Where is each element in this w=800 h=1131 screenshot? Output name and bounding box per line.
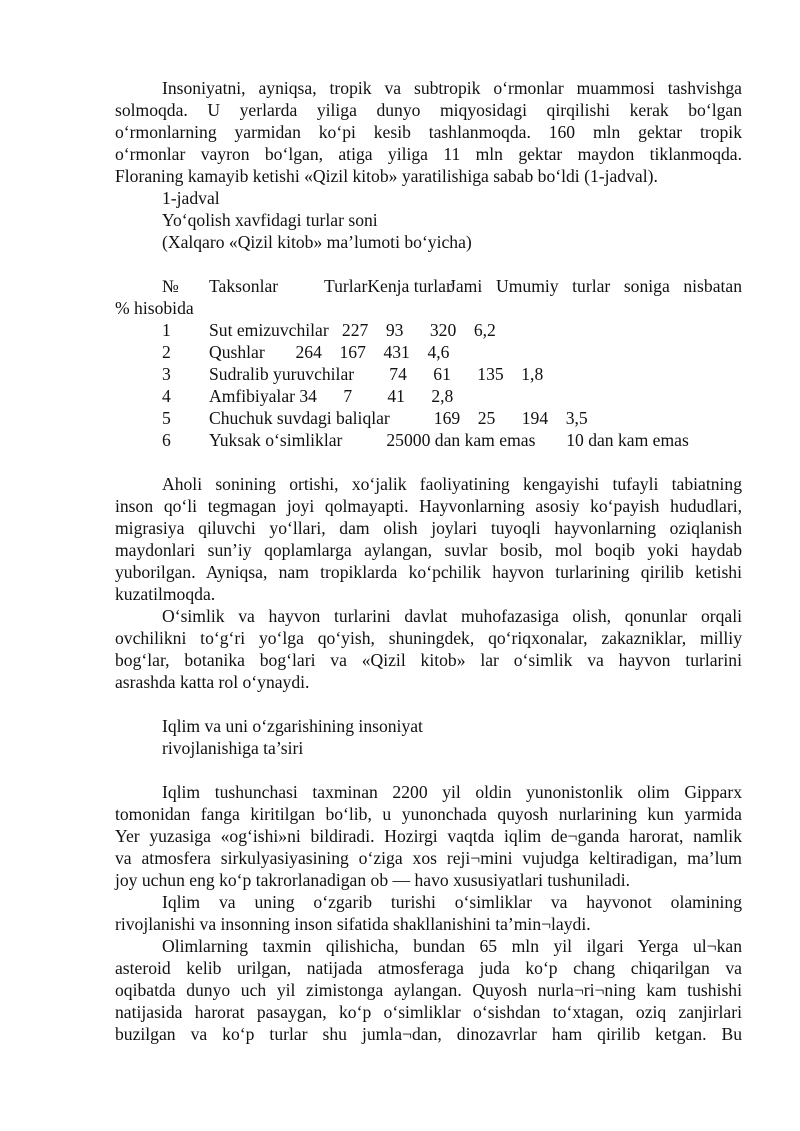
row-text: Sudralib yuruvchilar 74 61 135 1,8	[209, 364, 544, 384]
text-line: Aholi sonining ortishi, xo‘jalik faoliyatining kengayishi tufayli tabiatning	[162, 474, 742, 494]
text-line: asteroid kelib urilgan, natijada atmosferaga juda ko‘p chang chiqarilgan va	[115, 958, 742, 978]
text-line: va atmosfera sirkulyasiyasining o‘ziga xos reji¬mini vujudga keltiradigan, ma’lum	[115, 848, 742, 868]
row-text: Chuchuk suvdagi baliqlar 169 25 194 3,5	[209, 408, 588, 428]
row-number: 1	[162, 320, 171, 340]
row-text: Amfibiyalar 34 7 41 2,8	[209, 386, 454, 406]
text-line: tomonidan fanga kiritilgan bo‘lib, u yunonchada quyosh nurlarining kun yarmida	[115, 804, 742, 824]
row-number: 3	[162, 364, 171, 384]
header-total: Jami	[449, 276, 483, 296]
row-number: 5	[162, 408, 171, 428]
row-text: Sut emizuvchilar 227 93 320 6,2	[209, 320, 496, 340]
text-line: bog‘lar, botanika bog‘lari va «Qizil kitob» lar o‘simlik va hayvon turlarini	[115, 650, 742, 670]
text-line: Olimlarning taxmin qilishicha, bundan 65 mln yil ilgari Yerga ul¬kan	[162, 936, 742, 956]
table-number: 1-jadval	[162, 188, 220, 208]
text-line: maydonlari sun’iy qoplamlarga aylangan, suvlar bosib, mol boqib yoki haydab	[115, 540, 742, 560]
row-number: 6	[162, 430, 171, 450]
text-line: Iqlim va uning o‘zgarib turishi o‘simliklar va hayvonot olamining	[162, 892, 742, 912]
text-line: joy uchun eng ko‘p takrorlanadigan ob — havo xususiyatlari tushuniladi.	[115, 870, 631, 890]
row-number: 2	[162, 342, 171, 362]
text-line: asrashda katta rol o‘ynaydi.	[115, 672, 310, 692]
text-line: Iqlim tushunchasi taxminan 2200 yil oldin yunonistonlik olim Gipparx	[162, 782, 742, 802]
text-line: O‘simlik va hayvon turlarini davlat muhofazasiga olish, qonunlar orqali	[162, 606, 742, 626]
text-line: yuborilgan. Ayniqsa, nam tropiklarda ko‘pchilik hayvon turlarining qirilib ketishi	[115, 562, 742, 582]
row-text: Yuksak o‘simliklar 25000 dan kam emas 10 dan kam emas	[209, 430, 689, 450]
header-number: №	[162, 276, 179, 296]
text-line: kuzatilmoqda.	[115, 584, 216, 604]
header-percent-cont: % hisobida	[115, 298, 194, 318]
header-taxa: Taksonlar	[209, 276, 279, 296]
row-number: 4	[162, 386, 171, 406]
text-line: ovchilikni to‘g‘ri yo‘lga qo‘yish, shuningdek, qo‘riqxonalar, zakazniklar, milliy	[115, 628, 742, 648]
text-line: Floraning kamayib ketishi «Qizil kitob» yaratilishiga sabab bo‘ldi (1-jadval).	[115, 166, 658, 186]
heading-line: Iqlim va uni o‘zgarishining insoniyat	[162, 716, 423, 736]
text-line: inson qo‘li tegmagan joyi qolmayapti. Hayvonlarning asosiy ko‘payish hududlari,	[115, 496, 742, 516]
text-line: rivojlanishi va insonning inson sifatida shakllanishini ta’min¬laydi.	[115, 914, 591, 934]
text-line: o‘rmonlarning yarmidan ko‘pi kesib tashlanmoqda. 160 mln gektar tropik	[115, 122, 742, 142]
text-line: solmoqda. U yerlarda yiliga dunyo miqyosidagi qirqilishi kerak bo‘lgan	[115, 100, 742, 120]
text-line: o‘rmonlar vayron bo‘lgan, atiga yiliga 11 mln gektar maydon tiklanmoqda.	[115, 144, 742, 164]
text-line: natijasida harorat pasaygan, ko‘p o‘simliklar o‘sishdan to‘xtagan, oziq zanjirlari	[115, 1002, 742, 1022]
text-line: Yer yuzasiga «og‘ishi»ni bildiradi. Hozirgi vaqtda iqlim de¬ganda harorat, namlik	[115, 826, 742, 846]
row-text: Qushlar 264 167 431 4,6	[209, 342, 450, 362]
text-line: Insoniyatni, ayniqsa, tropik va subtropik o‘rmonlar muammosi tashvishga	[162, 78, 742, 98]
table-title: Yo‘qolish xavfidagi turlar soni	[162, 210, 378, 230]
text-line: oqibatda dunyo uch yil zimistonga aylangan. Quyosh nurla¬ri¬ning kam tushishi	[115, 980, 742, 1000]
table-source: (Xalqaro «Qizil kitob» ma’lumoti bo‘yicha)	[162, 232, 472, 252]
heading-line: rivojlanishiga ta’siri	[162, 738, 304, 758]
header-species-subspecies: TurlarKenja turlar	[324, 276, 452, 296]
header-percent: Umumiy turlar soniga nisbatan	[496, 276, 742, 296]
text-line: buzilgan va ko‘p turlar shu jumla¬dan, dinozavrlar ham qirilib ketgan. Bu	[115, 1024, 742, 1044]
text-line: migrasiya qiluvchi yo‘llari, dam olish joylari tuyoqli hayvonlarning oziqlanish	[115, 518, 742, 538]
